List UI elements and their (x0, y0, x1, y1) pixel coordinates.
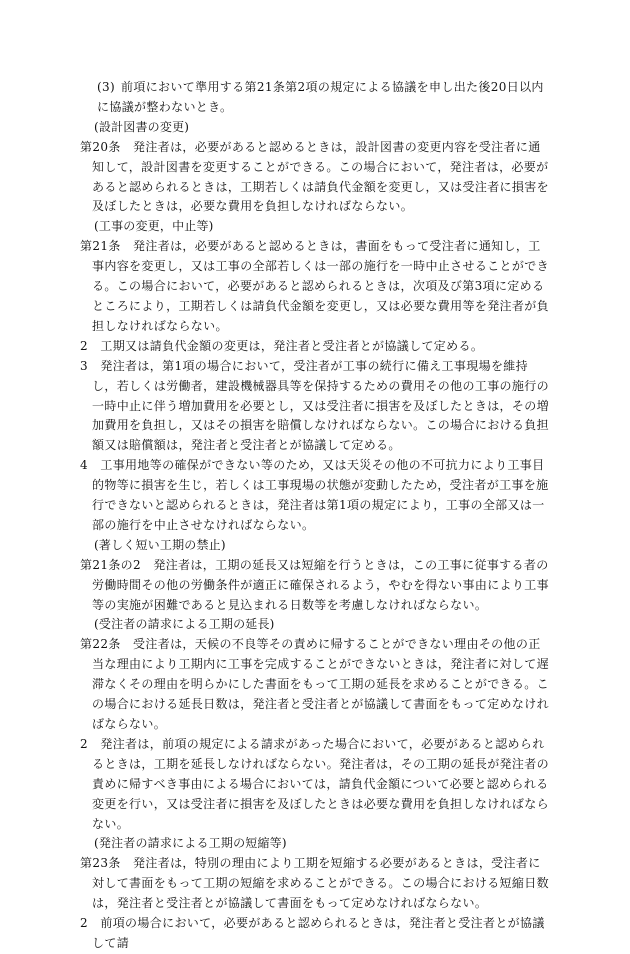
section-heading: (設計図書の変更) (94, 119, 190, 134)
article-22 (80, 635, 549, 735)
article-21 (80, 237, 549, 337)
section-heading: (著しく短い工期の禁止) (94, 537, 226, 552)
section-heading: (工事の変更，中止等) (94, 219, 214, 234)
document-body (0, 78, 630, 954)
clause-number: 2 (80, 736, 88, 751)
section-heading: (発注者の請求による工期の短縮等) (94, 836, 287, 851)
list-item (97, 78, 551, 118)
clause-number: 2 (80, 338, 88, 353)
item-number: (3) (97, 80, 116, 94)
clause-text: 発注者は，第1項の場合において，受注者が工事の続行に備え工事現場を維持し，若しくは労働者，建設機械器具等を保持するための費用その他の工事の施行の一時中止に伴う増加費用を必要とし，又は受注者に損害を及ぼしたときは，その増加費用を負担し，又はその損害を賠償しなければならない。この場合における負担額又は賠償額は，発注者と受注者とが協議して定める。 (92, 358, 549, 453)
article-text: 発注者は，必要があると認めるときは，設計図書の変更内容を受注者に通知して，設計図書を変更することができる。この場合において，発注者は，必要があると認められるときは，工期若しくは請負代金額を変更し，又は受注者に損害を及ぼしたときは，必要な費用を負担しなければならない。 (92, 139, 549, 214)
article-text: 受注者は，天候の不良等その責めに帰することができない理由その他の正当な理由により工期内に工事を完成することができないときは，発注者に対して遅滞なくその理由を明らかにした書面をもって工期の延長を求めることができる。この場合における延長日数は，発注者と受注者とが協議して書面をもって定めなければならない。 (92, 637, 549, 731)
article-label: 第20条 (80, 139, 121, 154)
article-text: 発注者は，特別の理由により工期を短縮する必要があるときは，受注者に対して書面をもって工期の短縮を求めることができる。この場合における短縮日数は，発注者と受注者とが協議して書面をもって定めなければならない。 (92, 856, 549, 911)
clause-text: 前項の場合において，必要があると認められるときは，発注者と受注者とが協議して請 (92, 916, 545, 950)
clause-number: 3 (80, 358, 88, 373)
section-heading: (受注者の請求による工期の延長) (94, 617, 275, 632)
article-label: 第22条 (80, 637, 121, 652)
clause (80, 456, 549, 536)
clause (80, 735, 549, 835)
article-20 (80, 138, 549, 218)
article-23 (80, 854, 549, 914)
item-text: 前項において準用する第21条第2項の規定による協議を申し出た後20日以内に協議が整わないとき。 (97, 80, 544, 114)
article-text: 発注者は，必要があると認めるときは，書面をもって受注者に通知し，工事内容を変更し，又は工事の全部若しくは一部の施行を一時中止させることができる。この場合において，必要があると認められるときは，次項及び第3項に定めるところにより，工期若しくは請負代金額を変更し，又は必要な費用等を発注者が負担しなければならない。 (92, 239, 549, 333)
article-label: 第21条の2 (80, 557, 142, 572)
clause (80, 337, 549, 357)
clause-number: 2 (80, 916, 88, 931)
article-21-2 (80, 556, 549, 616)
clause-text: 工期又は請負代金額の変更は，発注者と受注者とが協議して定める。 (100, 338, 484, 353)
clause-text: 発注者は，前項の規定による請求があった場合において，必要があると認められるときは，工期を延長しなければならない。発注者は，その工期の延長が発注者の責めに帰すべき事由による場合においては，請負代金額について必要と認められる変更を行い，又は受注者に損害を及ぼしたときは必要な費用を負担しなければならない。 (92, 736, 549, 831)
article-label: 第23条 (80, 856, 121, 871)
article-text: 発注者は，工期の延長又は短縮を行うときは，この工事に従事する者の労働時間その他の労働条件が適正に確保されるよう，やむを得ない事由により工事等の実施が困難であると見込まれる日数等を考慮しなければならない。 (92, 557, 549, 612)
clause-number: 4 (80, 458, 88, 473)
clause (80, 914, 549, 954)
clause-text: 工事用地等の確保ができない等のため，又は天災その他の不可抗力により工事目的物等に損害を生じ，若しくは工事現場の状態が変動したため，受注者が工事を施行できないと認められるときは，発注者は第1項の規定により，工事の全部又は一部の施行を中止させなければならない。 (92, 458, 549, 532)
article-label: 第21条 (80, 239, 121, 254)
clause (80, 357, 549, 457)
